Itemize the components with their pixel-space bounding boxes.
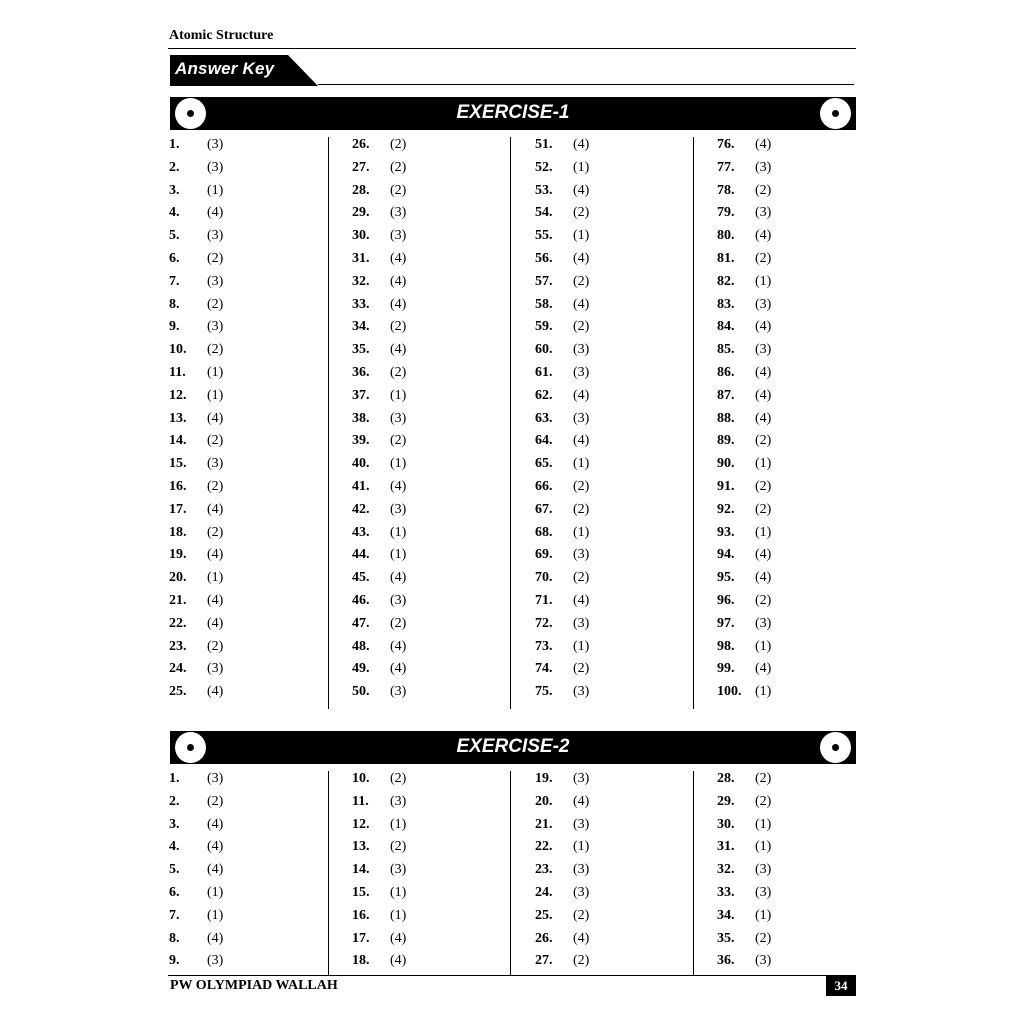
answer-option: (4): [207, 547, 224, 563]
answer-option: (4): [207, 839, 224, 855]
answer-option: (4): [755, 137, 772, 152]
answer-option: (2): [755, 501, 772, 517]
question-number: 7.: [169, 273, 180, 289]
question-number: 17.: [169, 501, 187, 517]
answer-option: (3): [573, 816, 590, 832]
question-number: 8.: [169, 930, 180, 946]
question-number: 60.: [535, 342, 553, 358]
question-number: 5.: [169, 862, 180, 878]
column-divider: [328, 137, 329, 709]
answer-option: (2): [207, 251, 224, 266]
answer-option: (4): [755, 661, 772, 677]
answer-option: (1): [573, 228, 590, 244]
question-number: 18.: [169, 524, 187, 540]
question-number: 77.: [717, 159, 735, 175]
question-number: 36.: [717, 953, 735, 969]
answer-option: (4): [207, 501, 224, 517]
question-number: 33.: [717, 885, 735, 900]
answer-option: (3): [573, 342, 590, 358]
answer-key-underline: [318, 84, 854, 85]
question-number: 20.: [535, 793, 553, 809]
answer-option: (2): [207, 638, 224, 654]
answer-option: (2): [207, 793, 224, 809]
answer-option: (3): [390, 862, 407, 878]
column-divider: [510, 137, 511, 709]
question-number: 22.: [169, 615, 187, 631]
answer-option: (3): [755, 205, 772, 221]
question-number: 41.: [352, 479, 370, 494]
column-divider: [328, 771, 329, 975]
answer-option: (3): [573, 885, 590, 900]
question-number: 23.: [169, 638, 187, 654]
answer-option: (2): [390, 433, 407, 449]
answer-option: (4): [207, 410, 224, 426]
exercise-2-answer-grid: [168, 771, 856, 975]
answer-option: (1): [207, 182, 224, 198]
question-number: 65.: [535, 456, 553, 472]
question-number: 6.: [169, 251, 180, 266]
answer-option: (2): [207, 342, 224, 358]
answer-option: (2): [755, 479, 772, 494]
question-number: 7.: [169, 907, 180, 923]
answer-option: (2): [390, 839, 407, 855]
question-number: 67.: [535, 501, 553, 517]
question-number: 92.: [717, 501, 735, 517]
question-number: 80.: [717, 228, 735, 244]
question-number: 10.: [169, 342, 187, 358]
answer-option: (1): [755, 907, 772, 923]
exercise-1-answer-grid: [168, 137, 856, 709]
question-number: 63.: [535, 410, 553, 426]
question-number: 87.: [717, 387, 735, 403]
answer-option: (2): [207, 479, 224, 494]
question-number: 62.: [535, 387, 553, 403]
answer-option: (4): [390, 930, 407, 946]
answer-option: (1): [390, 524, 407, 540]
question-number: 40.: [352, 456, 370, 472]
question-number: 23.: [535, 862, 553, 878]
answer-option: (3): [207, 456, 224, 472]
answer-option: (1): [390, 387, 407, 403]
answer-option: (2): [390, 771, 407, 786]
answer-option: (1): [573, 524, 590, 540]
question-number: 57.: [535, 273, 553, 289]
question-number: 44.: [352, 547, 370, 563]
answer-option: (4): [573, 296, 590, 312]
answer-option: (3): [207, 953, 224, 969]
answer-option: (3): [390, 501, 407, 517]
question-number: 10.: [352, 771, 370, 786]
answer-option: (3): [573, 862, 590, 878]
answer-option: (3): [573, 547, 590, 563]
question-number: 30.: [717, 816, 735, 832]
question-number: 55.: [535, 228, 553, 244]
question-number: 31.: [717, 839, 735, 855]
question-number: 37.: [352, 387, 370, 403]
answer-option: (1): [207, 570, 224, 586]
question-number: 32.: [717, 862, 735, 878]
answer-option: (3): [390, 228, 407, 244]
answer-option: (4): [573, 593, 590, 608]
answer-option: (2): [755, 182, 772, 198]
answer-option: (3): [207, 661, 224, 677]
question-number: 64.: [535, 433, 553, 449]
exercise-2-title: EXERCISE-2: [456, 736, 570, 757]
question-number: 75.: [535, 684, 553, 700]
exercise-1-title: EXERCISE-1: [456, 102, 570, 123]
answer-option: (3): [573, 684, 590, 700]
question-number: 14.: [352, 862, 370, 878]
question-number: 22.: [535, 839, 553, 855]
question-number: 71.: [535, 593, 553, 608]
running-title: Atomic Structure: [169, 28, 274, 43]
answer-option: (2): [573, 661, 590, 677]
question-number: 82.: [717, 273, 735, 289]
question-number: 5.: [169, 228, 180, 244]
answer-option: (3): [207, 319, 224, 335]
question-number: 59.: [535, 319, 553, 335]
question-number: 1.: [169, 137, 180, 152]
answer-option: (1): [755, 816, 772, 832]
answer-option: (2): [755, 930, 772, 946]
question-number: 32.: [352, 273, 370, 289]
exercise-1-banner: [170, 97, 856, 130]
answer-option: (2): [207, 296, 224, 312]
question-number: 2.: [169, 793, 180, 809]
answer-option: (4): [755, 387, 772, 403]
answer-option: (4): [390, 661, 407, 677]
question-number: 16.: [169, 479, 187, 494]
answer-option: (4): [390, 570, 407, 586]
question-number: 31.: [352, 251, 370, 266]
question-number: 35.: [352, 342, 370, 358]
question-number: 29.: [717, 793, 735, 809]
answer-key-banner: [168, 55, 856, 89]
question-number: 6.: [169, 885, 180, 900]
answer-option: (4): [755, 570, 772, 586]
question-number: 98.: [717, 638, 735, 654]
answer-option: (1): [755, 839, 772, 855]
answer-option: (4): [390, 479, 407, 494]
answer-option: (2): [573, 319, 590, 335]
question-number: 70.: [535, 570, 553, 586]
answer-option: (1): [390, 885, 407, 900]
answer-option: (2): [573, 479, 590, 494]
answer-option: (3): [573, 615, 590, 631]
answer-option: (2): [390, 365, 407, 380]
answer-option: (4): [390, 296, 407, 312]
answer-option: (3): [755, 296, 772, 312]
answer-option: (1): [207, 387, 224, 403]
question-number: 13.: [352, 839, 370, 855]
ring-bullet-icon: [820, 98, 851, 129]
question-number: 26.: [535, 930, 553, 946]
question-number: 19.: [169, 547, 187, 563]
question-number: 4.: [169, 205, 180, 221]
answer-option: (2): [390, 319, 407, 335]
answer-option: (3): [207, 771, 224, 786]
question-number: 18.: [352, 953, 370, 969]
answer-option: (1): [573, 839, 590, 855]
question-number: 34.: [717, 907, 735, 923]
answer-option: (3): [573, 410, 590, 426]
question-number: 17.: [352, 930, 370, 946]
column-divider: [693, 771, 694, 975]
question-number: 29.: [352, 205, 370, 221]
answer-option: (4): [207, 205, 224, 221]
ring-bullet-icon: [820, 732, 851, 763]
page-number-badge: 34: [826, 975, 856, 996]
question-number: 35.: [717, 930, 735, 946]
question-number: 43.: [352, 524, 370, 540]
question-number: 9.: [169, 953, 180, 969]
question-number: 8.: [169, 296, 180, 312]
footer-publisher: PW OLYMPIAD WALLAH: [170, 978, 338, 993]
question-number: 58.: [535, 296, 553, 312]
answer-option: (3): [755, 885, 772, 900]
question-number: 30.: [352, 228, 370, 244]
question-number: 97.: [717, 615, 735, 631]
answer-option: (3): [207, 273, 224, 289]
question-number: 36.: [352, 365, 370, 380]
answer-option: (3): [755, 159, 772, 175]
question-number: 47.: [352, 615, 370, 631]
question-number: 74.: [535, 661, 553, 677]
answer-option: (3): [573, 771, 590, 786]
answer-option: (2): [390, 159, 407, 175]
question-number: 53.: [535, 182, 553, 198]
answer-option: (4): [573, 251, 590, 266]
question-number: 20.: [169, 570, 187, 586]
question-number: 84.: [717, 319, 735, 335]
question-number: 3.: [169, 816, 180, 832]
answer-option: (2): [390, 615, 407, 631]
question-number: 51.: [535, 137, 553, 152]
answer-option: (4): [755, 228, 772, 244]
column-divider: [510, 771, 511, 975]
answer-option: (4): [207, 684, 224, 700]
answer-option: (1): [390, 816, 407, 832]
exercise-2-banner: [170, 731, 856, 764]
question-number: 16.: [352, 907, 370, 923]
question-number: 85.: [717, 342, 735, 358]
answer-option: (3): [390, 593, 407, 608]
footer-rule: [168, 975, 856, 976]
answer-option: (3): [755, 953, 772, 969]
answer-option: (3): [755, 342, 772, 358]
question-number: 28.: [352, 182, 370, 198]
answer-option: (4): [573, 182, 590, 198]
answer-option: (3): [390, 684, 407, 700]
question-number: 15.: [169, 456, 187, 472]
answer-option: (4): [755, 365, 772, 380]
answer-option: (4): [755, 410, 772, 426]
answer-option: (2): [573, 570, 590, 586]
question-number: 34.: [352, 319, 370, 335]
answer-key-label: Answer Key: [175, 59, 275, 78]
answer-option: (2): [207, 524, 224, 540]
question-number: 95.: [717, 570, 735, 586]
answer-option: (2): [390, 137, 407, 152]
question-number: 28.: [717, 771, 735, 786]
question-number: 96.: [717, 593, 735, 608]
answer-option: (2): [755, 793, 772, 809]
question-number: 26.: [352, 137, 370, 152]
question-number: 50.: [352, 684, 370, 700]
answer-option: (1): [755, 273, 772, 289]
question-number: 2.: [169, 159, 180, 175]
answer-option: (4): [573, 137, 590, 152]
question-number: 24.: [169, 661, 187, 677]
answer-option: (2): [207, 433, 224, 449]
question-number: 49.: [352, 661, 370, 677]
answer-option: (2): [573, 205, 590, 221]
answer-option: (1): [755, 456, 772, 472]
column-divider: [693, 137, 694, 709]
answer-key-page: [168, 0, 856, 1024]
question-number: 11.: [352, 793, 369, 809]
question-number: 38.: [352, 410, 370, 426]
question-number: 91.: [717, 479, 735, 494]
question-number: 21.: [535, 816, 553, 832]
answer-option: (2): [755, 771, 772, 786]
question-number: 4.: [169, 839, 180, 855]
question-number: 11.: [169, 365, 186, 380]
answer-option: (4): [755, 547, 772, 563]
answer-option: (1): [755, 684, 772, 700]
answer-option: (2): [573, 953, 590, 969]
question-number: 14.: [169, 433, 187, 449]
question-number: 93.: [717, 524, 735, 540]
answer-option: (3): [755, 862, 772, 878]
question-number: 15.: [352, 885, 370, 900]
question-number: 25.: [169, 684, 187, 700]
answer-option: (4): [390, 273, 407, 289]
question-number: 72.: [535, 615, 553, 631]
header-rule: [168, 48, 856, 49]
answer-option: (2): [573, 273, 590, 289]
question-number: 48.: [352, 638, 370, 654]
question-number: 54.: [535, 205, 553, 221]
question-number: 83.: [717, 296, 735, 312]
question-number: 13.: [169, 410, 187, 426]
answer-option: (3): [390, 205, 407, 221]
answer-option: (2): [390, 182, 407, 198]
question-number: 68.: [535, 524, 553, 540]
question-number: 19.: [535, 771, 553, 786]
answer-option: (4): [207, 862, 224, 878]
question-number: 27.: [535, 953, 553, 969]
question-number: 88.: [717, 410, 735, 426]
question-number: 42.: [352, 501, 370, 517]
answer-option: (2): [573, 501, 590, 517]
answer-option: (4): [573, 433, 590, 449]
answer-option: (1): [755, 638, 772, 654]
question-number: 21.: [169, 593, 187, 608]
question-number: 12.: [169, 387, 187, 403]
question-number: 90.: [717, 456, 735, 472]
question-number: 1.: [169, 771, 180, 786]
answer-option: (1): [573, 638, 590, 654]
answer-option: (3): [207, 228, 224, 244]
question-number: 12.: [352, 816, 370, 832]
answer-option: (4): [755, 319, 772, 335]
question-number: 56.: [535, 251, 553, 266]
question-number: 73.: [535, 638, 553, 654]
question-number: 46.: [352, 593, 370, 608]
question-number: 78.: [717, 182, 735, 198]
answer-option: (1): [390, 547, 407, 563]
answer-option: (3): [755, 615, 772, 631]
answer-option: (4): [390, 251, 407, 266]
question-number: 52.: [535, 159, 553, 175]
question-number: 89.: [717, 433, 735, 449]
answer-option: (3): [573, 365, 590, 380]
question-number: 25.: [535, 907, 553, 923]
answer-option: (4): [573, 793, 590, 809]
answer-option: (4): [573, 930, 590, 946]
answer-option: (4): [207, 615, 224, 631]
answer-option: (4): [390, 953, 407, 969]
question-number: 9.: [169, 319, 180, 335]
question-number: 3.: [169, 182, 180, 198]
answer-option: (1): [390, 907, 407, 923]
answer-option: (1): [207, 885, 224, 900]
answer-option: (2): [573, 907, 590, 923]
answer-option: (1): [755, 524, 772, 540]
answer-option: (4): [390, 638, 407, 654]
answer-option: (4): [573, 387, 590, 403]
question-number: 24.: [535, 885, 553, 900]
answer-option: (2): [755, 593, 772, 608]
question-number: 79.: [717, 205, 735, 221]
question-number: 33.: [352, 296, 370, 312]
answer-option: (4): [207, 593, 224, 608]
question-number: 27.: [352, 159, 370, 175]
answer-option: (4): [390, 342, 407, 358]
question-number: 45.: [352, 570, 370, 586]
question-number: 66.: [535, 479, 553, 494]
answer-option: (1): [207, 907, 224, 923]
question-number: 99.: [717, 661, 735, 677]
answer-option: (1): [573, 456, 590, 472]
answer-option: (3): [390, 793, 407, 809]
answer-option: (1): [573, 159, 590, 175]
answer-option: (1): [390, 456, 407, 472]
question-number: 69.: [535, 547, 553, 563]
answer-option: (1): [207, 365, 224, 380]
answer-option: (4): [207, 930, 224, 946]
answer-option: (4): [207, 816, 224, 832]
question-number: 100.: [717, 684, 742, 700]
question-number: 86.: [717, 365, 735, 380]
answer-option: (3): [207, 137, 224, 152]
question-number: 81.: [717, 251, 735, 266]
question-number: 76.: [717, 137, 735, 152]
question-number: 61.: [535, 365, 553, 380]
answer-option: (2): [755, 251, 772, 266]
answer-option: (3): [390, 410, 407, 426]
answer-option: (3): [207, 159, 224, 175]
answer-option: (2): [755, 433, 772, 449]
question-number: 39.: [352, 433, 370, 449]
question-number: 94.: [717, 547, 735, 563]
